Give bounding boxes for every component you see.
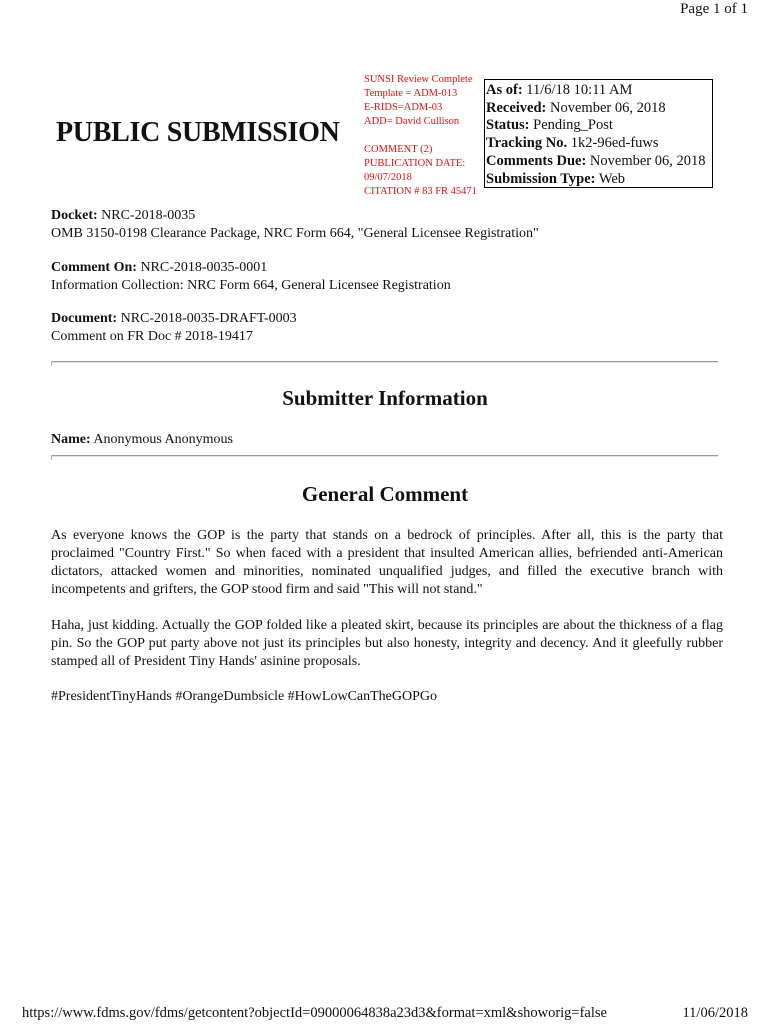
tracking-row: Tracking No. 1k2-96ed-fuws (486, 135, 659, 152)
stamp-line: 09/07/2018 (364, 172, 412, 183)
status-row: Status: Pending_Post (486, 117, 613, 134)
stamp-line: CITATION # 83 FR 45471 (364, 186, 477, 197)
stamp-line: Template = ADM-013 (364, 88, 458, 99)
stamp-line: PUBLICATION DATE: (364, 158, 466, 169)
general-comment-heading: General Comment (301, 482, 469, 506)
comment-paragraph: As everyone knows the GOP is the party that stands on a bedrock of principles. After all, this is the party that proclaimed "Country First." So when faced with a president that insulted American allies, befriended anti-American dictators, attacked women and minorities, nominated unqualified judges, and filled the executive branch with incompetents and grifters, the GOP stood firm and said "This will not stand." (51, 528, 723, 597)
submission-info-box (484, 79, 713, 188)
comment-on-description: Information Collection: NRC Form 664, General Licensee Registration (51, 278, 451, 293)
submitter-heading: Submitter Information (282, 386, 488, 410)
docket-label: Docket: (51, 208, 98, 223)
document-description: Comment on FR Doc # 2018-19417 (51, 329, 253, 344)
source-url: https://www.fdms.gov/fdms/getcontent?objectId=09000064838a23d3&format=xml&showorig=false (22, 1005, 607, 1021)
comment-paragraph: Haha, just kidding. Actually the GOP folded like a pleated skirt, because its principles are about the thickness of a flag pin. So the GOP put party above not just its principles but also honesty, integrity and decency. And it gleefully rubber stamped all of President Tiny Hands' asinine proposals. (51, 618, 723, 669)
page-number: Page 1 of 1 (680, 1, 748, 17)
page-title: PUBLIC SUBMISSION (56, 117, 340, 148)
stamp-line: COMMENT (2) (364, 144, 433, 155)
print-date: 11/06/2018 (682, 1005, 748, 1021)
docket-description: OMB 3150-0198 Clearance Package, NRC Form 664, "General Licensee Registration" (51, 226, 539, 241)
submission-type-row: Submission Type: Web (486, 170, 626, 187)
as-of-row: As of: 11/6/18 10:11 AM (486, 82, 633, 98)
document-label: Document: (51, 311, 118, 326)
sunsi-review-stamp (364, 73, 477, 199)
comment-on-value: NRC-2018-0035-0001 (136, 260, 268, 275)
page-footer (22, 1005, 748, 1022)
document-block (51, 310, 297, 346)
name-value: Anonymous Anonymous (90, 432, 234, 447)
stamp-line: E-RIDS=ADM-03 (364, 102, 443, 113)
comment-on-label: Comment On: (51, 260, 137, 275)
name-label: Name: (51, 432, 91, 447)
document-value: NRC-2018-0035-DRAFT-0003 (117, 311, 297, 326)
docket-value: NRC-2018-0035 (97, 208, 196, 223)
received-row: Received: November 06, 2018 (486, 99, 666, 116)
divider (51, 361, 718, 363)
submitter-name (51, 431, 233, 449)
comments-due-row: Comments Due: November 06, 2018 (486, 152, 706, 169)
comment-hashtags: #PresidentTinyHands #OrangeDumbsicle #HowLowCanTheGOPGo (51, 689, 437, 704)
stamp-line: ADD= David Cullison (364, 116, 460, 127)
divider (51, 455, 718, 457)
stamp-line: SUNSI Review Complete (364, 74, 473, 85)
comment-on-block (51, 259, 451, 295)
docket-block (51, 207, 539, 243)
